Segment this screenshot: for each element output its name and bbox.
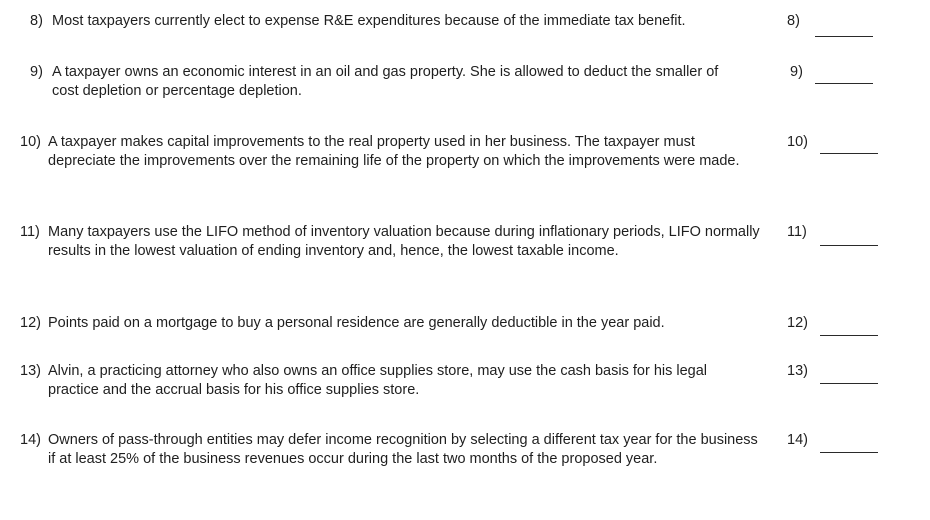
question-text: A taxpayer makes capital improvements to the real property used in her business. The taxpayer must depreciate the improvements over the remaining life of the property on which the improvements were made.: [48, 134, 740, 169]
question-number: 10): [20, 134, 41, 150]
question-number: 11): [20, 224, 40, 240]
answer-blank[interactable]: [820, 245, 878, 246]
answer-blank[interactable]: [820, 335, 878, 336]
answer-blank[interactable]: [815, 36, 873, 37]
answer-blank[interactable]: [815, 83, 873, 84]
answer-blank[interactable]: [820, 153, 878, 154]
question-text: Many taxpayers use the LIFO method of inventory valuation because during inflationary periods, LIFO normally results in the lowest valuation of ending inventory and, hence, the lowest taxable income.: [48, 224, 760, 259]
answer-blank[interactable]: [820, 452, 878, 453]
question-number: 14): [20, 432, 41, 448]
question-text: Alvin, a practicing attorney who also owns an office supplies store, may use the cash basis for his legal practice and the accrual basis for his office supplies store.: [48, 363, 708, 398]
answer-label: 14): [787, 432, 808, 448]
question-text: Points paid on a mortgage to buy a personal residence are generally deductible in the year paid.: [48, 315, 665, 331]
answer-label: 8): [787, 13, 800, 29]
answer-label: 11): [787, 224, 807, 240]
question-text: Most taxpayers currently elect to expense R&E expenditures because of the immediate tax benefit.: [52, 13, 686, 29]
answer-label: 10): [787, 134, 808, 150]
answer-label: 12): [787, 315, 808, 331]
question-text: Owners of pass-through entities may defer income recognition by selecting a different tax year for the business if at least 25% of the business revenues occur during the last two months of the proposed year.: [48, 432, 758, 467]
question-number: 12): [20, 315, 41, 331]
question-text: A taxpayer owns an economic interest in an oil and gas property. She is allowed to deduct the smaller of cost depletion or percentage depletion.: [52, 64, 719, 99]
answer-label: 13): [787, 363, 808, 379]
answer-blank[interactable]: [820, 383, 878, 384]
answer-label: 9): [790, 64, 803, 80]
question-number: 13): [20, 363, 41, 379]
question-number: 9): [30, 64, 43, 80]
question-number: 8): [30, 13, 43, 29]
